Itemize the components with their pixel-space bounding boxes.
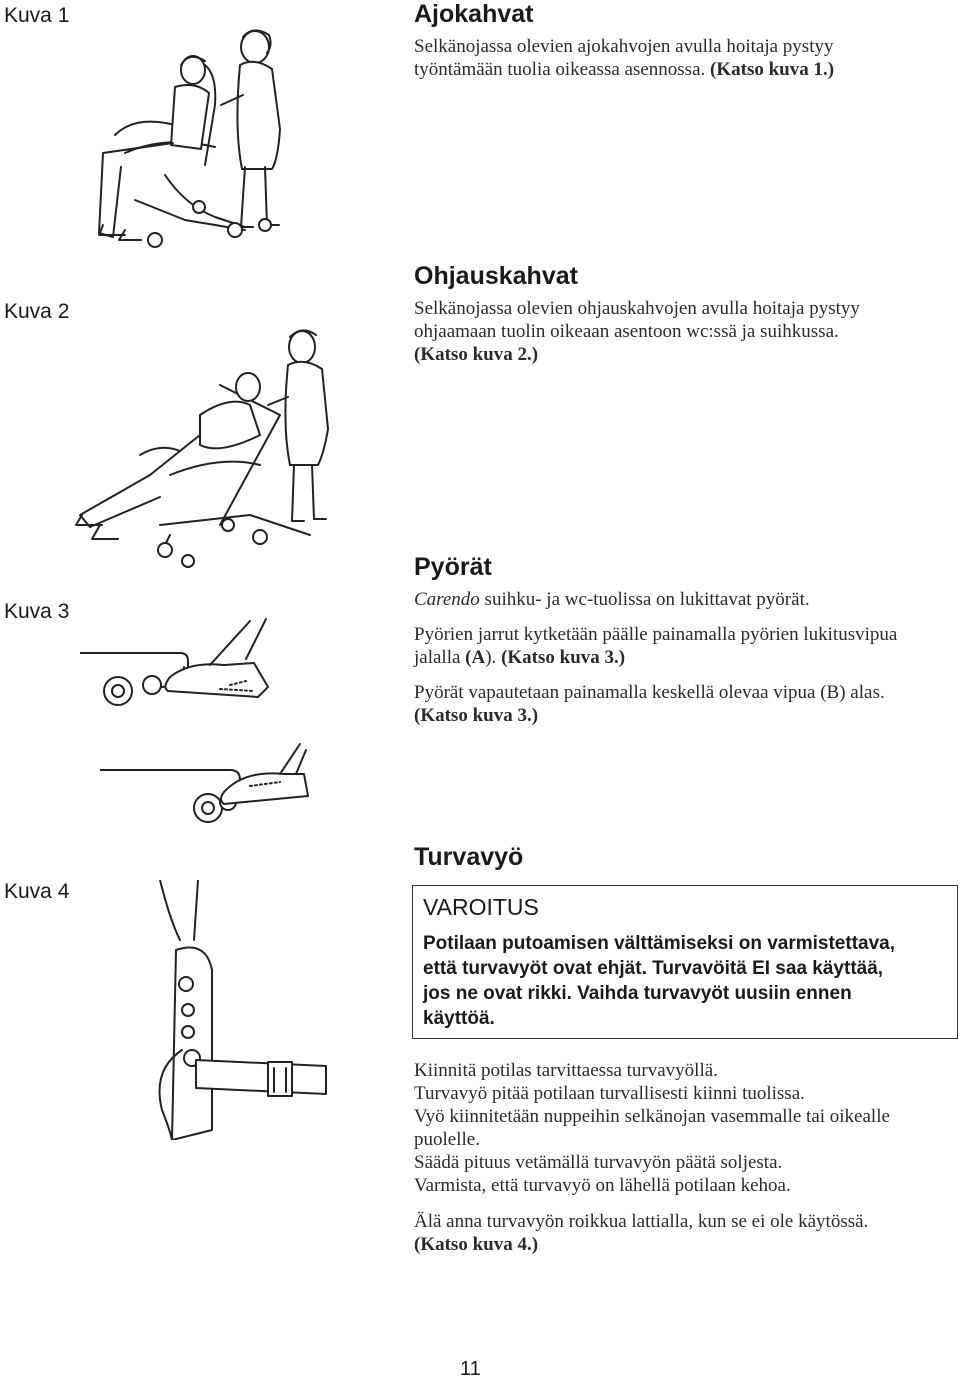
warning-box [412,885,958,1039]
page-number: 11 [460,1358,481,1380]
paragraph-line: Pyörien jarrut kytketään päälle painamalla pyörien lukitusvipua [414,624,898,645]
section-title-ohjauskahvat: Ohjauskahvat [414,262,578,290]
paragraph-line: Säädä pituus vetämällä turvavyön päätä soljesta. [414,1152,783,1173]
paragraph-line: Kiinnitä potilas tarvittaessa turvavyöllä. [414,1060,718,1081]
paragraph-line: Selkänojassa olevien ajokahvojen avulla hoitaja pystyy [414,36,834,57]
section-turvavyo-body [414,1059,958,1256]
warning-line: jos ne ovat rikki. Vaihda turvavyöt uusiin ennen [423,983,852,1004]
warning-line: että turvavyöt ovat ehjät. Turvavöitä EI saa käyttää, [423,958,884,979]
paragraph-line: työntämään tuolia oikeassa asennossa. (Katso kuva 1.) [414,59,835,80]
section-title-pyorat: Pyörät [414,553,492,581]
warning-line: käyttöä. [423,1008,495,1029]
warning-line: Potilaan putoamisen välttämiseksi on varmistettava, [423,933,896,954]
illustration-brake-lock [80,615,280,725]
section-ohjauskahvat [414,262,954,366]
section-pyorat [414,553,954,727]
warning-title: VAROITUS [423,894,539,920]
paragraph-line: Selkänojassa olevien ohjauskahvojen avulla hoitaja pystyy [414,298,860,319]
paragraph-line: Varmista, että turvavyö on lähellä potilaan kehoa. [414,1175,791,1196]
figure-reference: (Katso kuva 2.) [414,344,539,365]
paragraph-line: Vyö kiinnitetään nuppeihin selkänojan vasemmalle tai oikealle [414,1106,890,1127]
figure-label-kuva3: Kuva 3 [4,600,70,623]
illustration-seat-belt [140,880,340,1140]
figure-label-kuva2: Kuva 2 [4,300,70,323]
illustration-brake-release [100,740,310,840]
section-ajokahvat [414,0,954,81]
paragraph-line: Carendo suihku- ja wc-tuolissa on lukittavat pyörät. [414,589,810,610]
figure-reference: (Katso kuva 3.) [414,705,539,726]
figure-label-kuva4: Kuva 4 [4,880,70,903]
figure-reference: (Katso kuva 4.) [414,1234,539,1255]
paragraph-line: ohjaamaan tuolin oikeaan asentoon wc:ssä ja suihkussa. [414,321,839,342]
figure-reference: (Katso kuva 3.) [501,647,626,668]
paragraph-line: Älä anna turvavyön roikkua lattialla, kun se ei ole käytössä. [414,1211,869,1232]
section-title-ajokahvat: Ajokahvat [414,0,534,28]
brand-name: Carendo [414,589,480,610]
paragraph-line: Turvavyö pitää potilaan turvallisesti kiinni tuolissa. [414,1083,805,1104]
section-turvavyo-heading [414,843,954,872]
illustration-pushing-chair [95,25,295,275]
paragraph-line: Pyörät vapautetaan painamalla keskellä olevaa vipua (B) alas. [414,682,885,703]
figure-label-kuva1: Kuva 1 [4,4,70,27]
figure-reference: (Katso kuva 1.) [710,59,835,80]
section-title-turvavyo: Turvavyö [414,843,524,871]
paragraph-line: puolelle. [414,1129,480,1150]
illustration-reclined-chair [70,325,350,575]
paragraph-line: jalalla (A). (Katso kuva 3.) [414,647,626,668]
